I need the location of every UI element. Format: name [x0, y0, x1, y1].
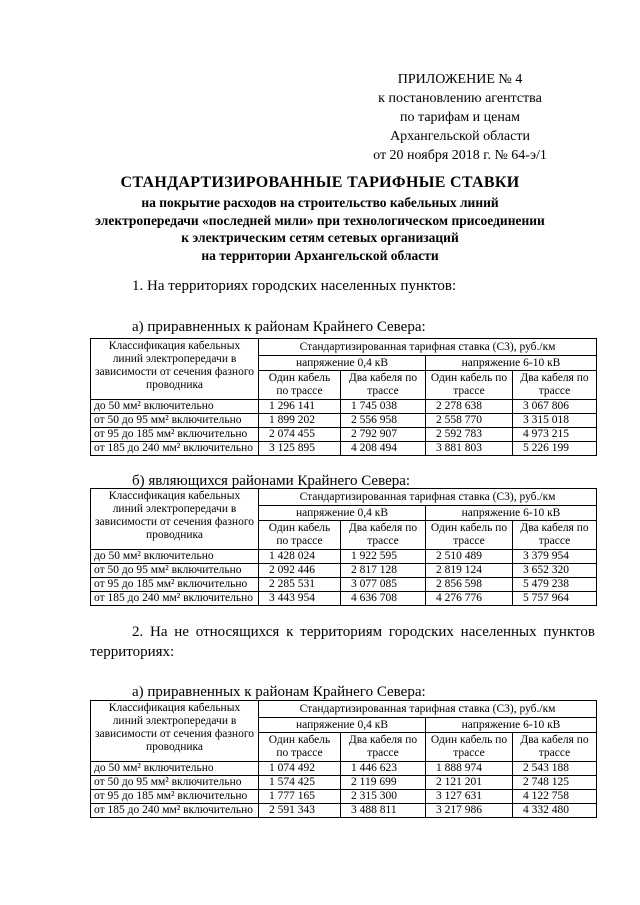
rate-value: 3 217 986 — [426, 804, 513, 818]
cable-count-header: Один кабель по трассе — [426, 521, 513, 550]
cable-count-header: Два кабеля по трассе — [513, 521, 597, 550]
rate-value: 2 285 531 — [259, 578, 341, 592]
voltage-header: напряжение 6-10 кВ — [426, 356, 597, 371]
rate-header: Стандартизированная тарифная ставка (С3), руб./км — [259, 489, 597, 506]
document-title-block — [60, 172, 580, 264]
rate-value: 3 067 806 — [513, 400, 597, 414]
rate-value: 2 315 300 — [341, 790, 426, 804]
rate-value: 2 817 128 — [341, 564, 426, 578]
rate-value: 1 296 141 — [259, 400, 341, 414]
rate-value: 1 574 425 — [259, 776, 341, 790]
row-label: до 50 мм² включительно — [91, 762, 259, 776]
rate-header: Стандартизированная тарифная ставка (С3), руб./км — [259, 339, 597, 356]
rates-table — [90, 488, 597, 606]
document-subtitle: на покрытие расходов на строительство кабельных линий — [141, 195, 499, 210]
rate-value: 2 119 699 — [341, 776, 426, 790]
table-row — [91, 578, 597, 592]
appendix-date: от 20 ноября 2018 г. № 64-э/1 — [373, 148, 547, 163]
rate-value: 2 278 638 — [426, 400, 513, 414]
rate-value: 4 208 494 — [341, 442, 426, 456]
rate-value: 3 125 895 — [259, 442, 341, 456]
rate-value: 2 510 489 — [426, 550, 513, 564]
rate-value: 1 777 165 — [259, 790, 341, 804]
rate-value: 2 748 125 — [513, 776, 597, 790]
rate-header: Стандартизированная тарифная ставка (С3), руб./км — [259, 701, 597, 718]
cable-count-header: Два кабеля по трассе — [513, 733, 597, 762]
row-label: от 95 до 185 мм² включительно — [91, 578, 259, 592]
rates-table — [90, 338, 597, 456]
table-row — [91, 790, 597, 804]
cable-count-header: Два кабеля по трассе — [513, 371, 597, 400]
rate-value: 1 922 595 — [341, 550, 426, 564]
rate-value: 1 428 024 — [259, 550, 341, 564]
cable-count-header: Один кабель по трассе — [259, 733, 341, 762]
section-2-heading: 2. На не относящихся к территориям городских населенных пунктов территориях: — [90, 624, 595, 660]
table-row — [91, 804, 597, 818]
rate-value: 3 077 085 — [341, 578, 426, 592]
table-header-row — [91, 489, 597, 506]
rate-value: 3 315 018 — [513, 414, 597, 428]
table-row — [91, 592, 597, 606]
appendix-line: по тарифам и ценам — [400, 110, 520, 125]
rate-value: 5 479 238 — [513, 578, 597, 592]
rate-value: 4 122 758 — [513, 790, 597, 804]
appendix-title: ПРИЛОЖЕНИЕ № 4 — [397, 72, 523, 87]
row-label: от 50 до 95 мм² включительно — [91, 776, 259, 790]
row-label: от 185 до 240 мм² включительно — [91, 442, 259, 456]
rate-value: 3 488 811 — [341, 804, 426, 818]
rate-value: 3 881 803 — [426, 442, 513, 456]
rate-value: 2 543 188 — [513, 762, 597, 776]
row-label: от 185 до 240 мм² включительно — [91, 804, 259, 818]
row-label: от 95 до 185 мм² включительно — [91, 790, 259, 804]
cable-count-header: Два кабеля по трассе — [341, 733, 426, 762]
rate-value: 4 636 708 — [341, 592, 426, 606]
section-1a-heading: а) приравненных к районам Крайнего Севера: — [132, 319, 426, 335]
voltage-header: напряжение 0,4 кВ — [259, 506, 426, 521]
table-row — [91, 564, 597, 578]
rate-value: 2 121 201 — [426, 776, 513, 790]
rate-value: 3 652 320 — [513, 564, 597, 578]
row-label: от 95 до 185 мм² включительно — [91, 428, 259, 442]
table-row — [91, 400, 597, 414]
rates-table — [90, 700, 597, 818]
rate-value: 1 074 492 — [259, 762, 341, 776]
row-label: до 50 мм² включительно — [91, 550, 259, 564]
rate-value: 5 226 199 — [513, 442, 597, 456]
table-header-row — [91, 701, 597, 718]
rate-value: 1 745 038 — [341, 400, 426, 414]
document-title: СТАНДАРТИЗИРОВАННЫЕ ТАРИФНЫЕ СТАВКИ — [120, 174, 520, 191]
rate-value: 1 899 202 — [259, 414, 341, 428]
cable-count-header: Два кабеля по трассе — [341, 521, 426, 550]
appendix-line: Архангельской области — [390, 129, 530, 144]
voltage-header: напряжение 6-10 кВ — [426, 718, 597, 733]
voltage-header: напряжение 0,4 кВ — [259, 718, 426, 733]
classification-header: Классификация кабельных линий электропередачи в зависимости от сечения фазного проводника — [91, 339, 259, 400]
rate-value: 4 332 480 — [513, 804, 597, 818]
section-2a-heading: а) приравненных к районам Крайнего Севера: — [132, 684, 426, 700]
appendix-block — [340, 70, 580, 165]
rate-value: 2 792 907 — [341, 428, 426, 442]
row-label: от 185 до 240 мм² включительно — [91, 592, 259, 606]
document-subtitle: электропередачи «последней мили» при технологическом присоединении — [95, 212, 545, 228]
cable-count-header: Один кабель по трассе — [259, 521, 341, 550]
row-label: от 50 до 95 мм² включительно — [91, 564, 259, 578]
table-row — [91, 550, 597, 564]
rate-value: 1 446 623 — [341, 762, 426, 776]
document-subtitle: на территории Архангельской области — [201, 247, 439, 263]
rate-value: 5 757 964 — [513, 592, 597, 606]
rate-value: 2 092 446 — [259, 564, 341, 578]
rate-value: 2 819 124 — [426, 564, 513, 578]
rate-value: 2 556 958 — [341, 414, 426, 428]
rate-value: 2 558 770 — [426, 414, 513, 428]
rate-value: 3 127 631 — [426, 790, 513, 804]
rate-value: 1 888 974 — [426, 762, 513, 776]
rate-value: 2 591 343 — [259, 804, 341, 818]
voltage-header: напряжение 6-10 кВ — [426, 506, 597, 521]
classification-header: Классификация кабельных линий электропередачи в зависимости от сечения фазного проводника — [91, 701, 259, 762]
cable-count-header: Один кабель по трассе — [259, 371, 341, 400]
row-label: до 50 мм² включительно — [91, 400, 259, 414]
row-label: от 50 до 95 мм² включительно — [91, 414, 259, 428]
table-row — [91, 762, 597, 776]
voltage-header: напряжение 0,4 кВ — [259, 356, 426, 371]
table-row — [91, 442, 597, 456]
table-row — [91, 776, 597, 790]
cable-count-header: Один кабель по трассе — [426, 371, 513, 400]
table-row — [91, 414, 597, 428]
rate-value: 3 379 954 — [513, 550, 597, 564]
classification-header: Классификация кабельных линий электропередачи в зависимости от сечения фазного проводника — [91, 489, 259, 550]
section-1-heading: 1. На территориях городских населенных пунктов: — [132, 278, 457, 294]
rate-value: 3 443 954 — [259, 592, 341, 606]
table-header-row — [91, 339, 597, 356]
rate-value: 4 973 215 — [513, 428, 597, 442]
rate-value: 2 856 598 — [426, 578, 513, 592]
rate-value: 2 074 455 — [259, 428, 341, 442]
cable-count-header: Два кабеля по трассе — [341, 371, 426, 400]
cable-count-header: Один кабель по трассе — [426, 733, 513, 762]
section-1b-heading: б) являющихся районами Крайнего Севера: — [132, 473, 411, 489]
appendix-line: к постановлению агентства — [378, 91, 542, 106]
rate-value: 2 592 783 — [426, 428, 513, 442]
document-subtitle: к электрическим сетям сетевых организаций — [181, 230, 459, 245]
table-row — [91, 428, 597, 442]
rate-value: 4 276 776 — [426, 592, 513, 606]
